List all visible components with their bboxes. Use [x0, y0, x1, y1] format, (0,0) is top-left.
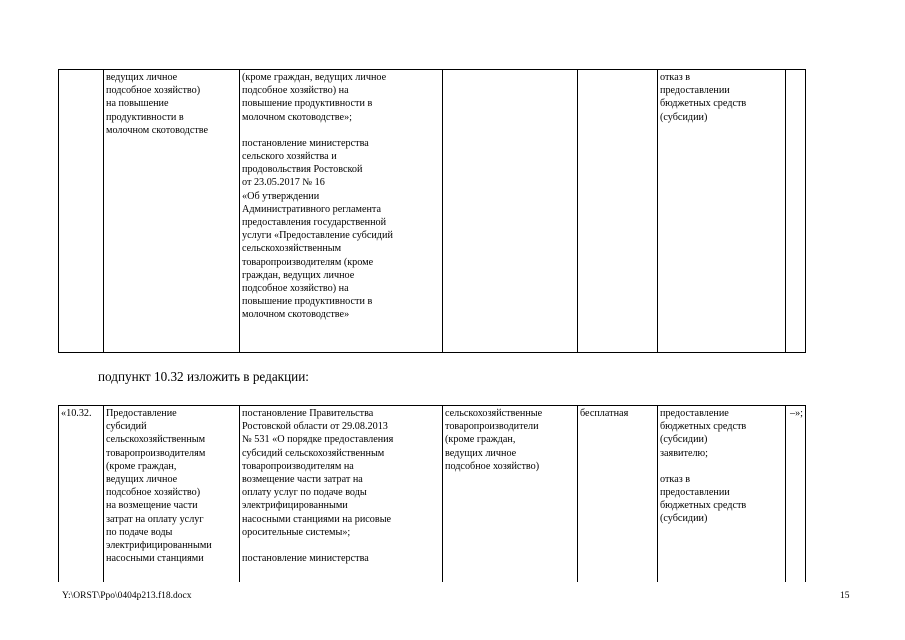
- instruction-text: подпункт 10.32 изложить в редакции:: [98, 369, 309, 384]
- legal-basis-text-2: постановление министерства: [242, 553, 369, 565]
- service-name-text: Предоставление субсидий сельскохозяйственным товаропроизводителям (кроме граждан, ведущих личное подсобное хозяйство) на возмещение части затрат на оплату услуг по подаче воды электрифицированными насосными станциями: [106, 408, 212, 565]
- cell-result: [658, 70, 786, 353]
- result-text-2: отказ в предоставлении бюджетных средств (субсидии): [660, 473, 747, 525]
- cell-legal-basis: [240, 70, 443, 353]
- cell-result: [658, 406, 786, 582]
- recipients-text: сельскохозяйственные товаропроизводители (кроме граждан, ведущих личное подсобное хозяйство): [445, 408, 543, 472]
- table-bottom: [58, 405, 806, 582]
- cell-extra: [786, 406, 806, 582]
- item-number: «10.32.: [61, 408, 92, 419]
- page-number: 15: [840, 591, 850, 601]
- cell-fee: [578, 406, 658, 582]
- cell-service-name: [104, 406, 240, 582]
- service-name-text: ведущих личное подсобное хозяйство) на повышение продуктивности в молочном скотоводстве: [106, 72, 209, 136]
- cell-extra: [786, 70, 806, 353]
- cell-recipients: [443, 70, 578, 353]
- cell-fee: [578, 70, 658, 353]
- cell-recipients: [443, 406, 578, 582]
- cell-number: [59, 406, 104, 582]
- result-text: отказ в предоставлении бюджетных средств (субсидии): [660, 72, 747, 123]
- closing-mark: –»;: [789, 408, 803, 419]
- legal-basis-text-1: постановление Правительства Ростовской области от 29.08.2013 № 531 «О порядке предоставления субсидий сельскохозяйственным товаропроизводителям на возмещение части затрат на оплату услуг по подаче воды электрифицированными насосными станциями на рисовые оросительные системы»;: [242, 408, 394, 538]
- fee-text: бесплатная: [580, 408, 629, 419]
- footer-file-path: Y:\ORST\Ppo\0404p213.f18.docx: [62, 591, 192, 601]
- legal-basis-text-1: (кроме граждан, ведущих личное подсобное хозяйство) на повышение продуктивности в молочном скотоводстве»;: [242, 72, 387, 123]
- legal-basis-text-2: постановление министерства сельского хозяйства и продовольствия Ростовской от 23.05.2017 № 16 «Об утверждении Административного регламента предоставления государственной услуги «Предоставление субсидий сельскохозяйственным товаропроизводителям (кроме граждан, ведущих личное подсобное хозяйство) на повышение продуктивности в молочном скотоводстве»: [242, 137, 393, 321]
- cell-legal-basis: [240, 406, 443, 582]
- cell-number: [59, 70, 104, 353]
- table-top: [58, 69, 806, 353]
- cell-service-name: [104, 70, 240, 353]
- result-text-1: предоставление бюджетных средств (субсидии) заявителю;: [660, 408, 747, 459]
- table-row: [59, 70, 806, 353]
- table-row: [59, 406, 806, 582]
